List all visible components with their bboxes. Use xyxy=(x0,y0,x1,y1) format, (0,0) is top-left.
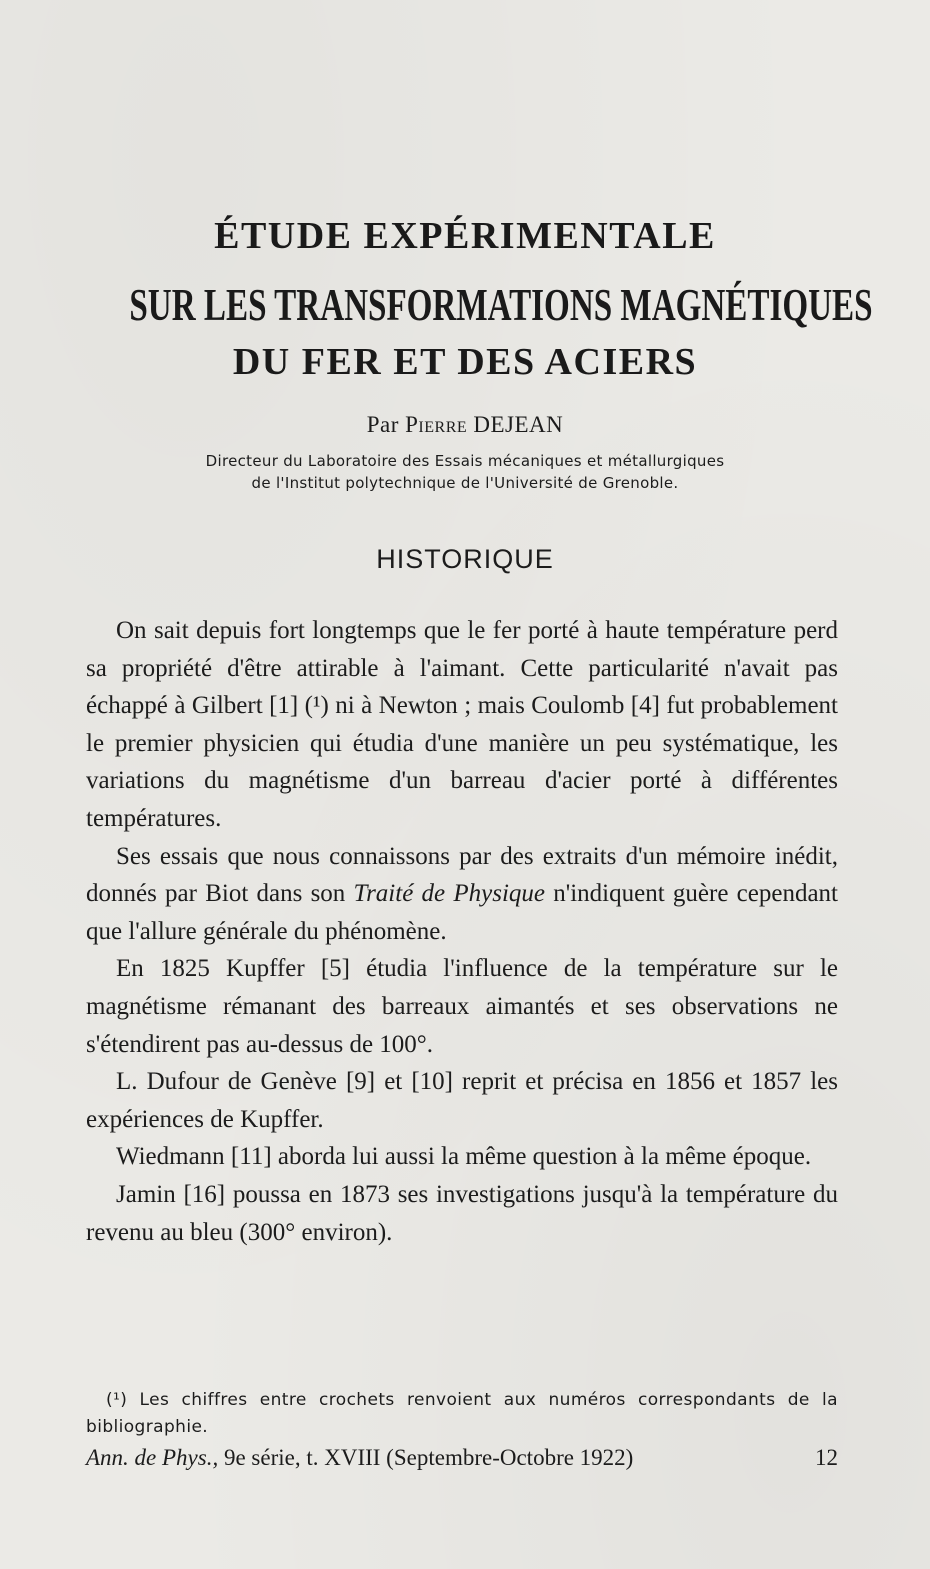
journal-name: Ann. de Phys., xyxy=(86,1445,219,1470)
page-footer xyxy=(86,1445,838,1471)
title-line-2: SUR LES TRANSFORMATIONS MAGNÉTIQUES xyxy=(129,279,873,330)
author-first-name: Pierre xyxy=(405,412,468,437)
book-title: Traité de Physique xyxy=(353,880,545,908)
title-line-3: DU FER ET DES ACIERS xyxy=(232,341,698,383)
footnote-text: (¹) Les chiffres entre crochets renvoient aux numéros correspondants de la bibliographie. xyxy=(86,1390,838,1437)
author-byline xyxy=(0,412,930,438)
page-number: 12 xyxy=(815,1445,838,1470)
paragraph-4: L. Dufour de Genève [9] et [10] reprit et précisa en 1856 et 1857 les expériences de Kupffer. xyxy=(86,1068,838,1133)
paragraph-3: En 1825 Kupffer [5] étudia l'influence de la température sur le magnétisme rémanant des barreaux aimantés et ses observations ne s'étendirent pas au-dessus de 100°. xyxy=(86,955,838,1058)
body-text xyxy=(86,612,838,1251)
paragraph-1: On sait depuis fort longtemps que le fer porté à haute température perd sa propriété d'être attirable à l'aimant. Cette particularité n'avait pas échappé à Gilbert [1] (¹) ni à Newton ; mais Coulomb [4] fut probablement le premier physicien qui étudia d'une manière un peu systématique, les variations du magnétisme d'un barreau d'acier porté à différentes températures. xyxy=(86,617,838,832)
paragraph-2 xyxy=(86,838,838,951)
affiliation-line-2: de l'Institut polytechnique de l'Université de Grenoble. xyxy=(251,474,679,492)
affiliation-line-1: Directeur du Laboratoire des Essais mécaniques et métallurgiques xyxy=(205,452,725,470)
byline-prefix: Par xyxy=(366,412,399,437)
paragraph-2-end: n'indiquent guère cependant que l'allure générale du phénomène. xyxy=(86,880,838,945)
author-last-name: DEJEAN xyxy=(473,412,564,437)
footer-citation xyxy=(86,1445,633,1471)
paragraph-2-start: Ses essais que nous connaissons par des extraits d'un mémoire inédit, donnés par Biot dans son xyxy=(86,842,838,908)
paragraph-5: Wiedmann [11] aborda lui aussi la même question à la même époque. xyxy=(116,1143,812,1171)
journal-issue: 9e série, t. XVIII (Septembre-Octobre 1922) xyxy=(223,1445,634,1470)
footnote xyxy=(86,1387,838,1441)
paragraph-6: Jamin [16] poussa en 1873 ses investigations jusqu'à la température du revenu au bleu (300° environ). xyxy=(86,1180,838,1246)
section-heading: HISTORIQUE xyxy=(376,544,554,574)
title-line-1: ÉTUDE EXPÉRIMENTALE xyxy=(214,215,716,257)
